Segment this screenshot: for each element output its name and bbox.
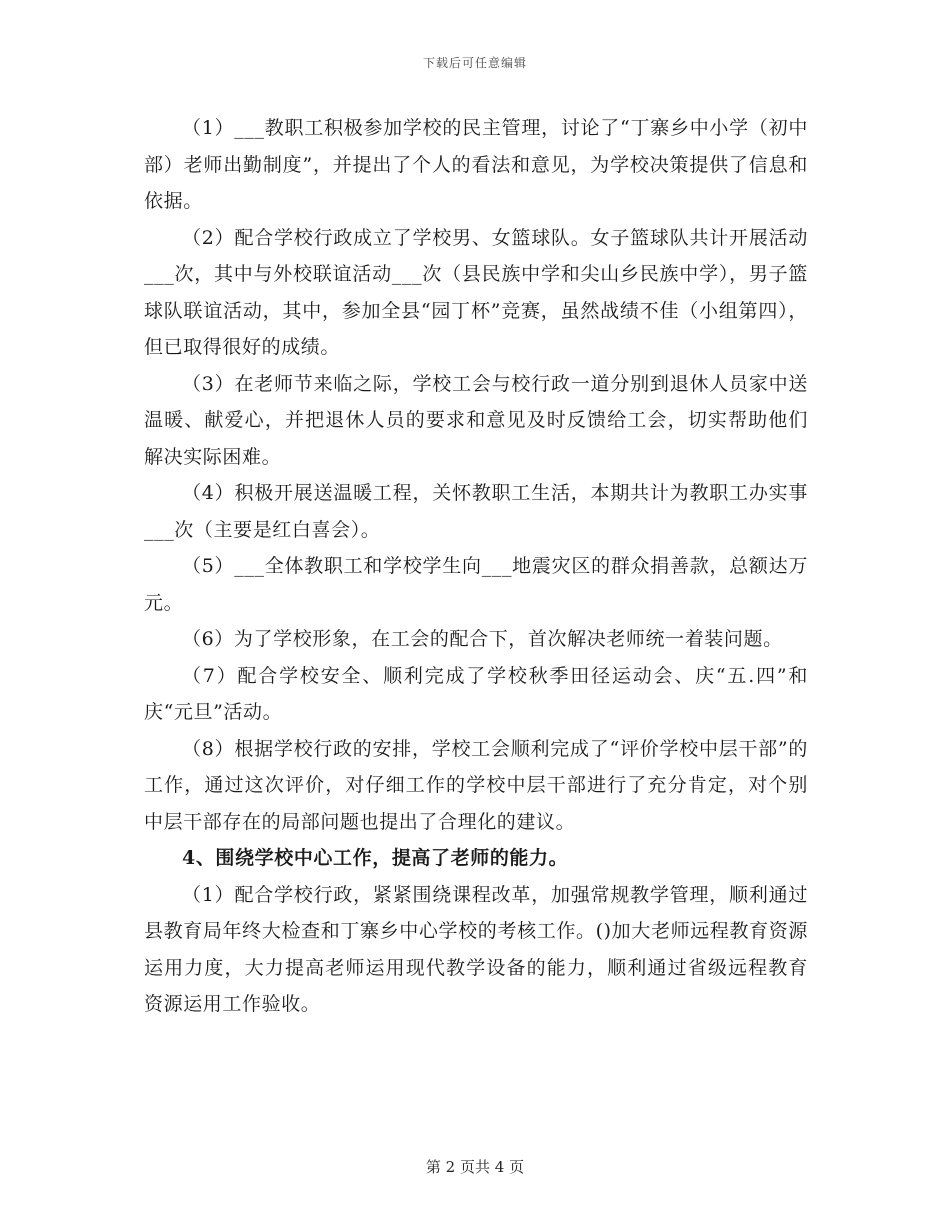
document-body (144, 110, 808, 1023)
section-heading-4: 4、围绕学校中心工作，提高了老师的能力。 (182, 847, 569, 869)
paragraph-6: （6）为了学校形象，在工会的配合下，首次解决老师统一着装问题。 (182, 628, 783, 650)
paragraph-1: （1）___教职工积极参加学校的民主管理，讨论了“丁寨乡中小学（初中部）老师出勤制度”，并提出了个人的看法和意见，为学校决策提供了信息和依据。 (144, 117, 808, 212)
page-footer: 第 2 页共 4 页 (425, 1158, 525, 1176)
paragraph-3: （3）在老师节来临之际，学校工会与校行政一道分别到退休人员家中送温暖、献爱心，并把退休人员的要求和意见及时反馈给工会，切实帮助他们解决实际困难。 (144, 372, 808, 468)
paragraph-5: （5）___全体教职工和学校学生向___地震灾区的群众捐善款，总额达万元。 (144, 555, 808, 614)
paragraph-4: （4）积极开展送温暖工程，关怀教职工生活，本期共计为教职工办实事___次（主要是红白喜会）。 (144, 482, 808, 541)
paragraph-9: （1）配合学校行政，紧紧围绕课程改革，加强常规教学管理，顺利通过县教育局年终大检查和丁寨乡中心学校的考核工作。()加大老师远程教育资源运用力度，大力提高老师运用现代教学设备的能力，顺利通过省级远程教育资源运用工作验收。 (144, 883, 808, 1015)
paragraph-2: （2）配合学校行政成立了学校男、女篮球队。女子篮球队共计开展活动___次，其中与外校联谊活动___次（县民族中学和尖山乡民族中学），男子篮球队联谊活动，其中，参加全县“园丁杯”竞赛，虽然战绩不佳（小组第四），但已取得很好的成绩。 (144, 226, 808, 358)
paragraph-7: （7）配合学校安全、顺利完成了学校秋季田径运动会、庆“五.四”和庆“元旦”活动。 (144, 664, 808, 723)
paragraph-8: （8）根据学校行政的安排，学校工会顺利完成了“评价学校中层干部”的工作，通过这次评价，对仔细工作的学校中层干部进行了充分肯定，对个别中层干部存在的局部问题也提出了合理化的建议。 (144, 737, 808, 833)
page-header: 下载后可任意编辑 (422, 56, 527, 70)
